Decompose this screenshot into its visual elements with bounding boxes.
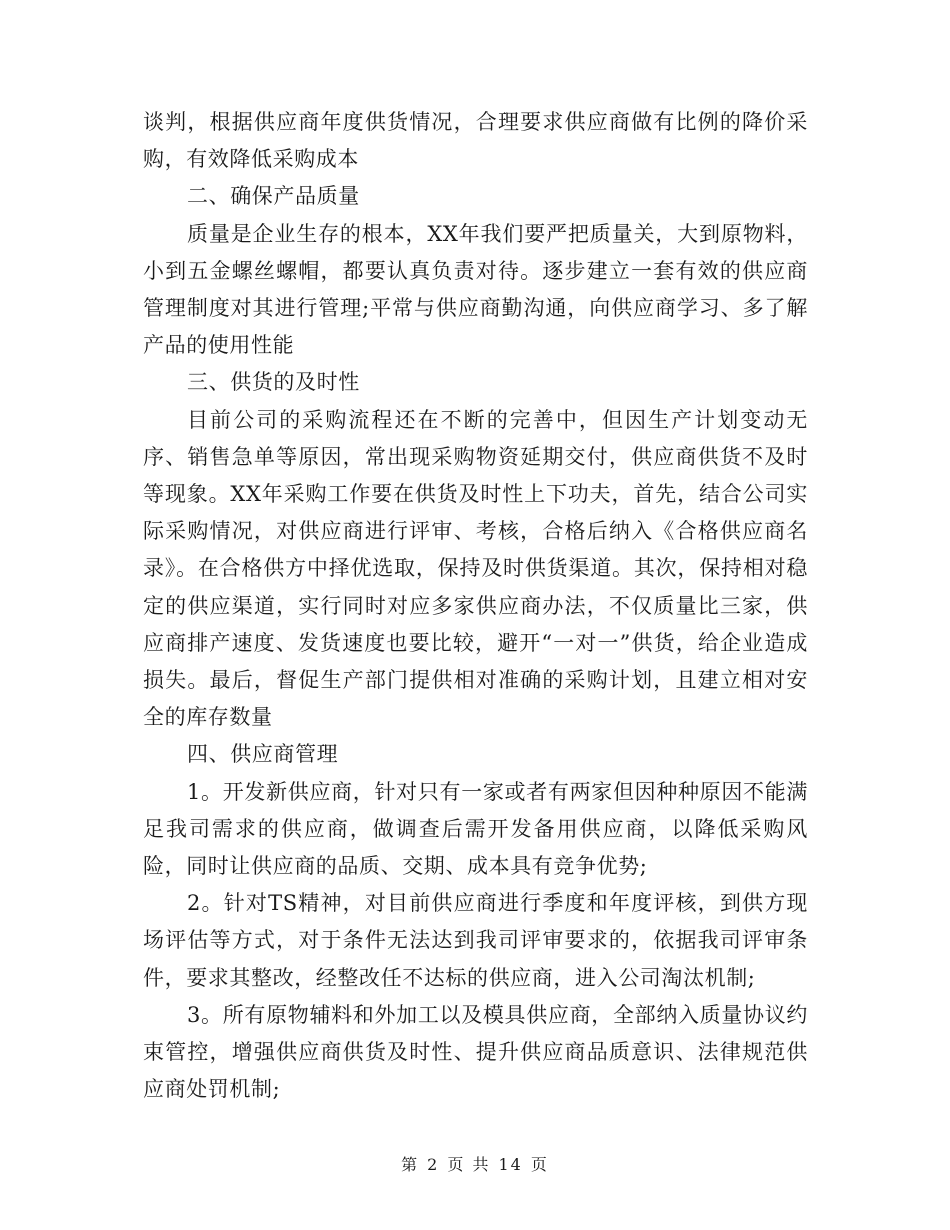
paragraph-timeliness: 目前公司的采购流程还在不断的完善中，但因生产计划变动无序、销售急单等原因，常出现采购物资延期交付，供应商供货不及时等现象。XX年采购工作要在供货及时性上下功夫，首先，结合公司实际采购情况，对供应商进行评审、考核，合格后纳入《合格供应商名录》。在合格供方中择优选取，保持及时供货渠道。其次，保持相对稳定的供应渠道，实行同时对应多家供应商办法，不仅质量比三家，供应商排产速度、发货速度也要比较，避开“一对一”供货，给企业造成损失。最后，督促生产部门提供相对准确的采购计划，且建立相对安全的库存数量 <box>143 407 808 730</box>
footer-prefix: 第 <box>401 1155 420 1174</box>
page-footer <box>0 1152 950 1175</box>
section-heading-timeliness: 三、供货的及时性 <box>187 370 360 395</box>
list-item-1: 1。开发新供应商，针对只有一家或者有两家但因种种原因不能满足我司需求的供应商，做调查后需开发备用供应商，以降低采购风险，同时让供应商的品质、交期、成本具有竞争优势; <box>143 779 808 879</box>
section-heading-supplier-management: 四、供应商管理 <box>187 742 339 767</box>
list-item-2: 2。针对TS精神，对目前供应商进行季度和年度评核，到供方现场评估等方式，对于条件无法达到我司评审要求的，依据我司评审条件，要求其整改，经整改任不达标的供应商，进入公司淘汰机制; <box>143 891 808 990</box>
section-heading-quality: 二、确保产品质量 <box>187 184 360 209</box>
footer-page-number: 2 <box>427 1155 440 1174</box>
paragraph-1: 谈判，根据供应商年度供货情况，合理要求供应商做有比例的降价采购，有效降低采购成本 <box>143 110 808 172</box>
footer-middle: 页 共 <box>447 1155 491 1174</box>
footer-total-pages: 14 <box>498 1155 523 1174</box>
list-item-3: 3。所有原物辅料和外加工以及模具供应商，全部纳入质量协议约束管控，增强供应商供货及时性、提升供应商品质意识、法律规范供应商处罚机制; <box>143 1002 808 1102</box>
paragraph-quality: 质量是企业生存的根本，XX年我们要严把质量关，大到原物料，小到五金螺丝螺帽，都要认真负责对待。逐步建立一套有效的供应商管理制度对其进行管理;平常与供应商勤沟通，向供应商学习、多了解产品的使用性能 <box>143 221 808 358</box>
page-content <box>143 104 808 1108</box>
footer-suffix: 页 <box>530 1155 549 1174</box>
